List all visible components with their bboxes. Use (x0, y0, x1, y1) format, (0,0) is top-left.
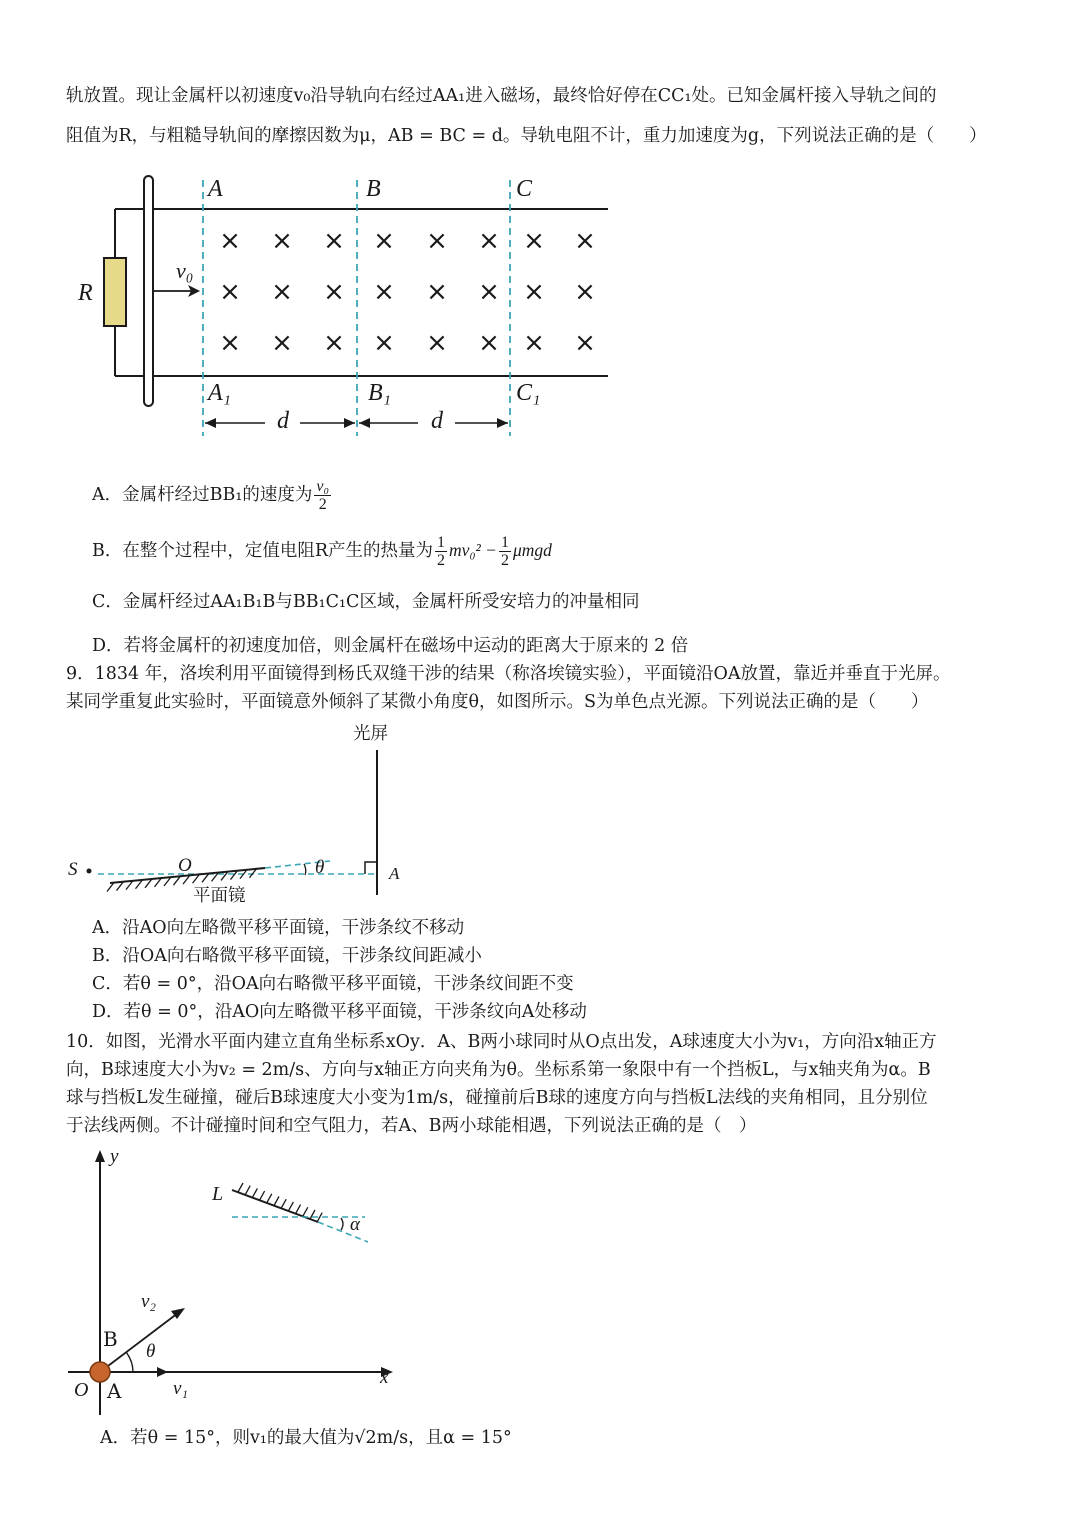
label-mirror: 平面镜 (193, 886, 246, 906)
field-cross: × (426, 277, 448, 307)
label-B10: B (103, 1327, 118, 1351)
label-C: C (516, 176, 533, 202)
label-O: O (178, 855, 192, 876)
label-theta: θ (315, 857, 325, 878)
q8-option-b[interactable]: B．在整个过程中，定值电阻R产生的热量为 $\frac{1}{2}$ mv₀² − $\frac{1}{2}$ μmgd (92, 534, 552, 569)
label-v1: v₁ (173, 1378, 189, 1399)
field-cross: × (574, 277, 596, 307)
field-cross: × (574, 328, 596, 358)
label-C1: C₁ (516, 380, 541, 406)
right-angle-mark (365, 862, 377, 874)
baffle-hatching (238, 1183, 322, 1222)
theta-arc-10 (126, 1352, 133, 1372)
hatch-line (274, 1197, 279, 1206)
field-cross: × (523, 226, 545, 256)
label-O10: O (74, 1379, 89, 1401)
label-x: x (380, 1367, 389, 1388)
d2-left-arrowhead (359, 418, 370, 428)
frac-half-2: $\frac{1}{2}$ (500, 534, 509, 569)
q10-line1: 10．如图，光滑水平面内建立直角坐标系xOy．A、B两小球同时从O点出发，A球速度大小为v₁，方向沿x轴正方 (66, 1032, 937, 1052)
hatch-line (245, 1186, 250, 1195)
q10-line4: 于法线两侧。不计碰撞时间和空气阻力，若A、B两小球能相遇，下列说法正确的是（ ） (66, 1116, 757, 1136)
q8-option-c[interactable]: C．金属杆经过AA₁B₁B与BB₁C₁C区域，金属杆所受安培力的冲量相同 (92, 592, 640, 612)
d2-right-arrowhead (497, 418, 508, 428)
field-cross: × (271, 328, 293, 358)
q9-option-a[interactable]: A．沿AO向左略微平移平面镜，干涉条纹不移动 (92, 918, 465, 938)
label-alpha: α (350, 1214, 360, 1235)
d1-right-arrowhead (344, 418, 355, 428)
field-cross: × (523, 277, 545, 307)
hatch-line (296, 1205, 301, 1214)
d1-left-arrowhead (205, 418, 216, 428)
label-B: B (366, 176, 381, 202)
field-cross: × (426, 226, 448, 256)
hatch-line (288, 1202, 293, 1211)
label-d2: d (431, 408, 443, 434)
label-S: S (68, 859, 78, 880)
q10-line2: 向，B球速度大小为v₂ = 2m/s、方向与x轴正方向夹角为θ。坐标系第一象限中有一个挡板L，与x轴夹角为α。B (66, 1060, 931, 1080)
magnetic-field (219, 226, 596, 358)
label-A9: A (389, 864, 400, 883)
q8-option-a[interactable]: A．金属杆经过BB₁的速度为 $\frac{\text{v₀}}{2}$ (92, 478, 330, 513)
label-theta10: θ (146, 1341, 156, 1362)
q9-option-c[interactable]: C．若θ = 0°，沿OA向右略微平移平面镜，干涉条纹间距不变 (92, 974, 574, 994)
field-cross: × (323, 328, 345, 358)
frac-v0-over-2: $\frac{\text{v₀}}{2}$ (316, 478, 330, 513)
hatch-line (252, 1188, 257, 1197)
field-cross: × (323, 226, 345, 256)
label-screen: 光屏 (353, 724, 388, 744)
q8-line1: 轨放置。现让金属杆以初速度v₀沿导轨向右经过AA₁进入磁场，最终恰好停在CC₁处。已知金属杆接入导轨之间的 (66, 86, 937, 106)
q10-line3: 球与挡板L发生碰撞，碰后B球速度大小变为1m/s，碰撞前后B球的速度方向与挡板L法线的夹角相同，且分别位 (66, 1088, 928, 1108)
field-cross: × (373, 226, 395, 256)
field-cross: × (426, 328, 448, 358)
field-cross: × (323, 277, 345, 307)
q9-figure (87, 750, 378, 895)
field-cross: × (373, 277, 395, 307)
field-cross: × (219, 328, 241, 358)
hatch-line (281, 1199, 286, 1208)
label-A: A (208, 176, 223, 202)
hatch-line (303, 1207, 308, 1216)
field-cross: × (574, 226, 596, 256)
label-R: R (78, 280, 93, 306)
field-cross: × (219, 226, 241, 256)
q9-line1: 9．1834 年，洛埃利用平面镜得到杨氏双缝干涉的结果（称洛埃镜实验），平面镜沿OA放置，靠近并垂直于光屏。 (66, 664, 951, 684)
label-v2: v₂ (141, 1291, 157, 1312)
field-cross: × (373, 328, 395, 358)
resistor (104, 258, 126, 326)
label-d1: d (277, 408, 289, 434)
q9-option-b[interactable]: B．沿OA向右略微平移平面镜，干涉条纹间距减小 (92, 946, 482, 966)
frac-half-1: $\frac{1}{2}$ (437, 534, 446, 569)
y-axis-arrowhead (95, 1150, 105, 1162)
q8-option-d[interactable]: D．若将金属杆的初速度加倍，则金属杆在磁场中运动的距离大于原来的 2 倍 (92, 636, 689, 656)
q9-option-d[interactable]: D．若θ = 0°，沿AO向左略微平移平面镜，干涉条纹向A处移动 (92, 1002, 587, 1022)
q10-option-a[interactable]: A．若θ = 15°，则v₁的最大值为√2m/s，且α = 15° (100, 1428, 512, 1448)
q9-line2: 某同学重复此实验时，平面镜意外倾斜了某微小角度θ，如图所示。S为单色点光源。下列说法正确的是（ ） (66, 692, 929, 712)
q10-figure (68, 1150, 393, 1415)
field-cross: × (478, 226, 500, 256)
label-v0: v₀ (176, 258, 194, 283)
label-A1: A₁ (208, 380, 232, 406)
q8-line2: 阻值为R，与粗糙导轨间的摩擦因数为μ，AB = BC = d。导轨电阻不计，重力加速度为g，下列说法正确的是（ ） (66, 126, 987, 146)
metal-rod (144, 176, 153, 406)
label-L: L (212, 1183, 224, 1205)
alpha-arc (341, 1218, 343, 1230)
field-cross: × (478, 277, 500, 307)
theta-arc (304, 864, 306, 875)
point-source-S (87, 869, 92, 874)
label-A10: A (107, 1379, 122, 1403)
label-B1: B₁ (368, 380, 392, 406)
field-cross: × (271, 226, 293, 256)
hatch-line (267, 1194, 272, 1203)
hatch-line (260, 1191, 265, 1200)
field-cross: × (219, 277, 241, 307)
hatch-line (238, 1183, 243, 1192)
field-cross: × (478, 328, 500, 358)
label-y: y (110, 1146, 119, 1167)
field-cross: × (523, 328, 545, 358)
field-cross: × (271, 277, 293, 307)
v1-arrowhead (157, 1367, 168, 1377)
